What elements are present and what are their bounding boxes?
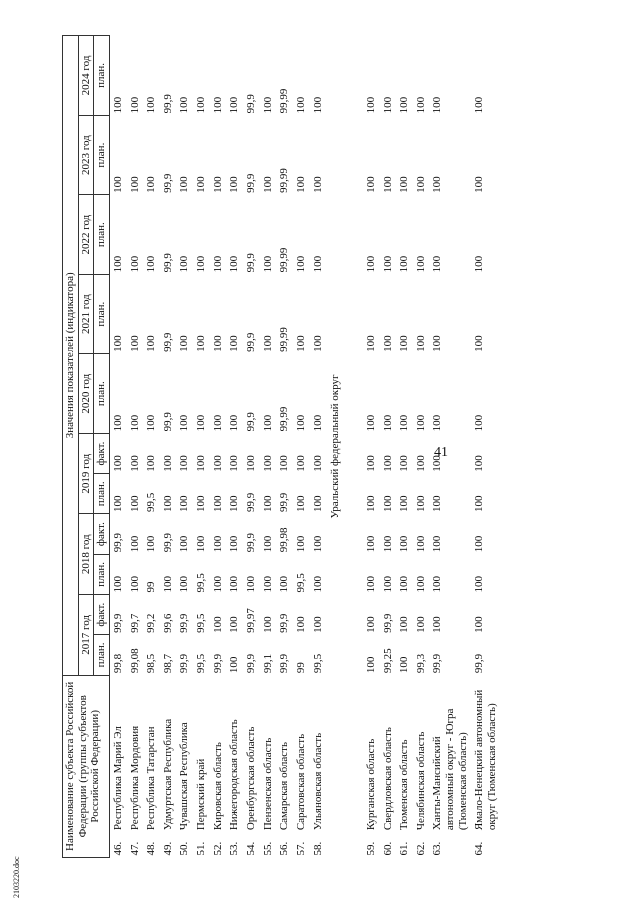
table-row xyxy=(160,36,177,858)
value-cell: 100 xyxy=(294,414,307,432)
header-plan: план. xyxy=(94,635,110,675)
value-cell: 99,5 xyxy=(195,613,208,633)
value-cell: 100 xyxy=(228,576,241,593)
value-cell: 100 xyxy=(414,535,427,553)
value-cell: 100 xyxy=(294,535,307,553)
value-cell: 99,99 xyxy=(278,406,291,432)
value-cell: 100 xyxy=(128,176,141,193)
value-cell: 100 xyxy=(431,96,444,114)
value-cell: 100 xyxy=(398,96,411,114)
value-cell: 100 xyxy=(364,414,377,432)
value-cell: 100 xyxy=(294,616,307,633)
value-cell: 100 xyxy=(311,176,324,193)
value-cell: 100 xyxy=(381,495,394,512)
value-cell: 100 xyxy=(211,96,224,114)
row-number: 46. xyxy=(111,841,124,856)
value-cell: 99,99 xyxy=(278,247,291,273)
row-number: 52. xyxy=(211,841,224,856)
row-number: 56. xyxy=(278,841,291,856)
row-number: 61. xyxy=(398,841,411,856)
value-cell: 99,2 xyxy=(145,613,158,633)
table-row xyxy=(396,36,413,858)
value-cell: 99,9 xyxy=(178,653,191,674)
value-cell: 99,9 xyxy=(161,94,174,114)
header-values-group: Значения показателей (индикатора) xyxy=(63,36,79,676)
value-cell: 99,9 xyxy=(278,653,291,674)
value-cell: 99,5 xyxy=(195,573,208,593)
value-cell: 100 xyxy=(311,616,324,633)
value-cell: 100 xyxy=(294,255,307,273)
value-cell: 100 xyxy=(473,576,486,593)
value-cell: 99,25 xyxy=(381,648,394,674)
value-cell: 99,9 xyxy=(161,332,174,352)
value-cell: 100 xyxy=(128,535,141,553)
page-number: 41 xyxy=(434,445,448,460)
value-cell: 100 xyxy=(178,535,191,553)
subject-name: Ханты-Мансийский автономный округ - Югра (Тюменская область) xyxy=(431,708,469,831)
value-cell: 100 xyxy=(111,176,124,193)
value-cell: 100 xyxy=(398,176,411,193)
value-cell: 98,5 xyxy=(145,653,158,674)
value-cell: 99,6 xyxy=(161,613,174,633)
value-cell: 100 xyxy=(431,335,444,352)
value-cell: 100 xyxy=(111,335,124,352)
table-row xyxy=(276,36,293,858)
table-row xyxy=(226,36,243,858)
table-row xyxy=(193,36,210,858)
value-cell: 100 xyxy=(178,96,191,114)
value-cell: 100 xyxy=(128,255,141,273)
value-cell: 99 xyxy=(145,581,158,593)
value-cell: 100 xyxy=(178,176,191,193)
table-row xyxy=(260,36,277,858)
value-cell: 100 xyxy=(473,255,486,273)
value-cell: 100 xyxy=(414,255,427,273)
value-cell: 100 xyxy=(431,455,444,472)
subject-name: Удмуртская Республика xyxy=(161,718,174,831)
value-cell: 99,5 xyxy=(311,653,324,674)
row-number: 62. xyxy=(414,841,427,856)
subject-name: Пензенская область xyxy=(261,737,274,831)
value-cell: 99,9 xyxy=(245,94,258,114)
row-number: 49. xyxy=(161,841,174,856)
value-cell: 100 xyxy=(261,414,274,432)
header-year-2019: 2019 год xyxy=(78,433,94,514)
value-cell: 100 xyxy=(398,576,411,593)
value-cell: 99,9 xyxy=(245,533,258,553)
row-number: 50. xyxy=(178,841,191,856)
value-cell: 99,9 xyxy=(245,173,258,193)
value-cell: 100 xyxy=(195,455,208,472)
value-cell: 100 xyxy=(364,535,377,553)
table-row xyxy=(243,36,260,858)
value-cell: 100 xyxy=(228,535,241,553)
value-cell: 99,08 xyxy=(128,648,141,674)
value-cell: 100 xyxy=(381,96,394,114)
header-fact: факт. xyxy=(94,433,110,473)
value-cell: 100 xyxy=(364,455,377,472)
value-cell: 100 xyxy=(311,455,324,472)
value-cell: 100 xyxy=(145,414,158,432)
value-cell: 100 xyxy=(364,616,377,633)
value-cell: 100 xyxy=(414,96,427,114)
subject-name: Ямало-Ненецкий автономный округ (Тюменская область) xyxy=(473,689,499,831)
value-cell: 100 xyxy=(381,255,394,273)
row-number: 54. xyxy=(245,841,258,856)
value-cell: 100 xyxy=(178,455,191,472)
value-cell: 100 xyxy=(195,495,208,512)
value-cell: 99,9 xyxy=(111,533,124,553)
value-cell: 100 xyxy=(414,455,427,472)
value-cell: 100 xyxy=(128,455,141,472)
header-plan: план. xyxy=(94,474,110,514)
value-cell: 100 xyxy=(381,414,394,432)
value-cell: 100 xyxy=(431,176,444,193)
value-cell: 100 xyxy=(398,414,411,432)
header-year-2021: 2021 год xyxy=(78,274,94,354)
subject-name: Республика Марий Эл xyxy=(111,726,124,831)
value-cell: 100 xyxy=(211,616,224,633)
value-cell: 99,9 xyxy=(161,412,174,432)
value-cell: 100 xyxy=(473,176,486,193)
value-cell: 100 xyxy=(311,576,324,593)
value-cell: 100 xyxy=(431,576,444,593)
subject-name: Республика Мордовия xyxy=(128,725,141,831)
value-cell: 100 xyxy=(398,455,411,472)
value-cell: 100 xyxy=(414,616,427,633)
header-year-2023: 2023 год xyxy=(78,115,94,195)
header-fact: факт. xyxy=(94,595,110,635)
value-cell: 100 xyxy=(261,495,274,512)
row-number: 58. xyxy=(311,841,324,856)
value-cell: 100 xyxy=(145,535,158,553)
value-cell: 99,9 xyxy=(245,253,258,273)
subject-name: Саратовская область xyxy=(294,733,307,831)
value-cell: 100 xyxy=(261,576,274,593)
value-cell: 100 xyxy=(398,255,411,273)
value-cell: 100 xyxy=(364,495,377,512)
value-cell: 100 xyxy=(161,455,174,472)
value-cell: 100 xyxy=(195,335,208,352)
header-year-2024: 2024 год xyxy=(78,36,94,116)
value-cell: 100 xyxy=(145,96,158,114)
value-cell: 99,9 xyxy=(161,173,174,193)
rotated-table-sheet xyxy=(62,35,582,858)
subject-name: Свердловская область xyxy=(381,727,394,831)
value-cell: 100 xyxy=(398,656,411,674)
header-year-2022: 2022 год xyxy=(78,195,94,275)
header-plan: план. xyxy=(94,115,110,195)
value-cell: 99,9 xyxy=(245,412,258,432)
value-cell: 100 xyxy=(311,96,324,114)
value-cell: 99,5 xyxy=(145,492,158,512)
value-cell: 100 xyxy=(195,535,208,553)
value-cell: 100 xyxy=(364,96,377,114)
value-cell: 100 xyxy=(128,495,141,512)
value-cell: 100 xyxy=(381,535,394,553)
value-cell: 100 xyxy=(211,576,224,593)
value-cell: 100 xyxy=(381,176,394,193)
value-cell: 100 xyxy=(261,616,274,633)
subject-name: Республика Татарстан xyxy=(145,726,158,831)
table-row xyxy=(363,36,380,858)
value-cell: 99,9 xyxy=(278,613,291,633)
value-cell: 99,99 xyxy=(278,168,291,193)
header-year-2018: 2018 год xyxy=(78,514,94,595)
value-cell: 100 xyxy=(195,414,208,432)
value-cell: 100 xyxy=(311,335,324,352)
value-cell: 100 xyxy=(381,576,394,593)
value-cell: 100 xyxy=(228,616,241,633)
value-cell: 99,9 xyxy=(431,653,444,674)
row-number: 55. xyxy=(261,841,274,856)
value-cell: 99,5 xyxy=(294,573,307,593)
value-cell: 100 xyxy=(261,335,274,352)
value-cell: 100 xyxy=(111,96,124,114)
row-number: 60. xyxy=(381,841,394,856)
value-cell: 100 xyxy=(414,335,427,352)
value-cell: 100 xyxy=(145,176,158,193)
value-cell: 100 xyxy=(111,576,124,593)
value-cell: 100 xyxy=(398,495,411,512)
value-cell: 99,3 xyxy=(414,653,427,674)
value-cell: 100 xyxy=(311,414,324,432)
value-cell: 100 xyxy=(195,255,208,273)
value-cell: 100 xyxy=(245,455,258,472)
value-cell: 100 xyxy=(431,535,444,553)
value-cell: 100 xyxy=(178,255,191,273)
value-cell: 100 xyxy=(473,495,486,512)
table-row xyxy=(293,36,310,858)
value-cell: 100 xyxy=(294,176,307,193)
header-year-2017: 2017 год xyxy=(78,595,94,676)
table-row xyxy=(109,36,126,858)
row-number: 64. xyxy=(473,841,486,856)
value-cell: 100 xyxy=(364,656,377,674)
value-cell: 100 xyxy=(473,96,486,114)
value-cell: 100 xyxy=(228,96,241,114)
value-cell: 100 xyxy=(261,255,274,273)
value-cell: 100 xyxy=(414,495,427,512)
value-cell: 100 xyxy=(473,335,486,352)
value-cell: 100 xyxy=(128,335,141,352)
value-cell: 100 xyxy=(178,414,191,432)
value-cell: 100 xyxy=(128,96,141,114)
value-cell: 99,99 xyxy=(278,88,291,114)
value-cell: 99,9 xyxy=(245,492,258,512)
table-row xyxy=(127,36,144,858)
header-year-2020: 2020 год xyxy=(78,354,94,434)
header-plan: план. xyxy=(94,36,110,116)
value-cell: 100 xyxy=(431,414,444,432)
value-cell: 100 xyxy=(364,255,377,273)
value-cell: 100 xyxy=(311,255,324,273)
value-cell: 100 xyxy=(161,576,174,593)
value-cell: 100 xyxy=(145,255,158,273)
row-number: 48. xyxy=(145,841,158,856)
value-cell: 100 xyxy=(364,176,377,193)
subject-name: Тюменская область xyxy=(398,739,411,831)
row-number: 63. xyxy=(431,841,444,856)
header-plan: план. xyxy=(94,554,110,594)
value-cell: 100 xyxy=(211,495,224,512)
header-subject-name: Наименование субъекта Российской Федерации (группы субъектов Российской Федерации) xyxy=(63,675,110,857)
value-cell: 99,9 xyxy=(473,653,486,674)
subject-name: Курганская область xyxy=(364,738,377,831)
value-cell: 99,8 xyxy=(111,653,124,674)
value-cell: 100 xyxy=(211,176,224,193)
value-cell: 100 xyxy=(473,616,486,633)
value-cell: 100 xyxy=(473,455,486,472)
value-cell: 99 xyxy=(294,662,307,674)
row-number: 59. xyxy=(364,841,377,856)
value-cell: 99,7 xyxy=(128,613,141,633)
subject-name: Самарская область xyxy=(278,742,291,831)
value-cell: 100 xyxy=(111,455,124,472)
value-cell: 100 xyxy=(473,414,486,432)
header-plan: план. xyxy=(94,354,110,434)
value-cell: 100 xyxy=(398,616,411,633)
value-cell: 100 xyxy=(128,576,141,593)
value-cell: 99,5 xyxy=(195,653,208,674)
value-cell: 100 xyxy=(414,576,427,593)
value-cell: 100 xyxy=(261,96,274,114)
subject-name: Ульяновская область xyxy=(311,732,324,831)
value-cell: 100 xyxy=(228,455,241,472)
value-cell: 100 xyxy=(311,495,324,512)
value-cell: 100 xyxy=(145,455,158,472)
value-cell: 100 xyxy=(211,455,224,472)
value-cell: 98,7 xyxy=(161,653,174,674)
value-cell: 100 xyxy=(294,455,307,472)
value-cell: 100 xyxy=(211,255,224,273)
value-cell: 100 xyxy=(178,495,191,512)
subject-name: Нижегородская область xyxy=(228,719,241,831)
row-number: 53. xyxy=(228,841,241,856)
value-cell: 100 xyxy=(398,535,411,553)
value-cell: 100 xyxy=(364,576,377,593)
value-cell: 100 xyxy=(211,335,224,352)
value-cell: 100 xyxy=(211,414,224,432)
subject-name: Оренбургская область xyxy=(245,726,258,831)
value-cell: 100 xyxy=(111,495,124,512)
subject-name: Чувашская Республика xyxy=(178,722,191,831)
value-cell: 100 xyxy=(111,255,124,273)
value-cell: 100 xyxy=(381,455,394,472)
subject-name: Пермский край xyxy=(195,758,208,831)
value-cell: 100 xyxy=(195,176,208,193)
table-row xyxy=(413,36,430,858)
value-cell: 100 xyxy=(111,414,124,432)
table-row xyxy=(210,36,227,858)
value-cell: 99,99 xyxy=(278,327,291,352)
value-cell: 100 xyxy=(161,495,174,512)
value-cell: 100 xyxy=(228,335,241,352)
value-cell: 100 xyxy=(294,495,307,512)
row-number: 47. xyxy=(128,841,141,856)
value-cell: 100 xyxy=(414,414,427,432)
table-row xyxy=(380,36,397,858)
value-cell: 100 xyxy=(261,176,274,193)
value-cell: 99,9 xyxy=(161,253,174,273)
value-cell: 100 xyxy=(228,255,241,273)
value-cell: 100 xyxy=(398,335,411,352)
value-cell: 99,9 xyxy=(245,332,258,352)
subject-name: Кировская область xyxy=(211,742,224,831)
document-code: 2103220.doc xyxy=(12,856,21,898)
value-cell: 100 xyxy=(278,576,291,593)
value-cell: 99,1 xyxy=(261,653,274,674)
table-row xyxy=(176,36,193,858)
section-title: Уральский федеральный округ xyxy=(329,374,342,519)
table-row xyxy=(310,36,327,858)
value-cell: 100 xyxy=(431,616,444,633)
value-cell: 100 xyxy=(473,535,486,553)
value-cell: 100 xyxy=(381,335,394,352)
header-plan: план. xyxy=(94,195,110,275)
indicator-table xyxy=(62,35,501,858)
value-cell: 99,9 xyxy=(111,613,124,633)
value-cell: 100 xyxy=(195,96,208,114)
value-cell: 99,98 xyxy=(278,527,291,553)
rows-volga xyxy=(109,36,326,858)
value-cell: 100 xyxy=(414,176,427,193)
value-cell: 100 xyxy=(261,535,274,553)
value-cell: 100 xyxy=(178,576,191,593)
value-cell: 100 xyxy=(311,535,324,553)
table-row xyxy=(471,36,500,858)
value-cell: 100 xyxy=(228,414,241,432)
value-cell: 99,9 xyxy=(178,613,191,633)
value-cell: 99,9 xyxy=(161,533,174,553)
header-plan: план. xyxy=(94,274,110,354)
value-cell: 100 xyxy=(261,455,274,472)
value-cell: 99,9 xyxy=(278,492,291,512)
table-row xyxy=(429,36,471,858)
value-cell: 100 xyxy=(128,414,141,432)
value-cell: 100 xyxy=(228,656,241,674)
value-cell: 100 xyxy=(228,176,241,193)
row-number: 57. xyxy=(294,841,307,856)
table-row xyxy=(143,36,160,858)
value-cell: 99,97 xyxy=(245,608,258,633)
subject-name: Челябинская область xyxy=(414,731,427,831)
header-fact: факт. xyxy=(94,514,110,554)
value-cell: 100 xyxy=(294,335,307,352)
value-cell: 99,9 xyxy=(381,613,394,633)
value-cell: 100 xyxy=(178,335,191,352)
section-ural xyxy=(326,36,363,858)
rows-ural xyxy=(363,36,501,858)
value-cell: 99,9 xyxy=(245,653,258,674)
value-cell: 100 xyxy=(431,255,444,273)
row-number: 51. xyxy=(195,841,208,856)
value-cell: 100 xyxy=(364,335,377,352)
value-cell: 100 xyxy=(245,576,258,593)
value-cell: 100 xyxy=(211,535,224,553)
value-cell: 100 xyxy=(145,335,158,352)
value-cell: 100 xyxy=(228,495,241,512)
value-cell: 100 xyxy=(431,495,444,512)
value-cell: 100 xyxy=(294,96,307,114)
value-cell: 100 xyxy=(278,455,291,472)
value-cell: 99,9 xyxy=(211,653,224,674)
